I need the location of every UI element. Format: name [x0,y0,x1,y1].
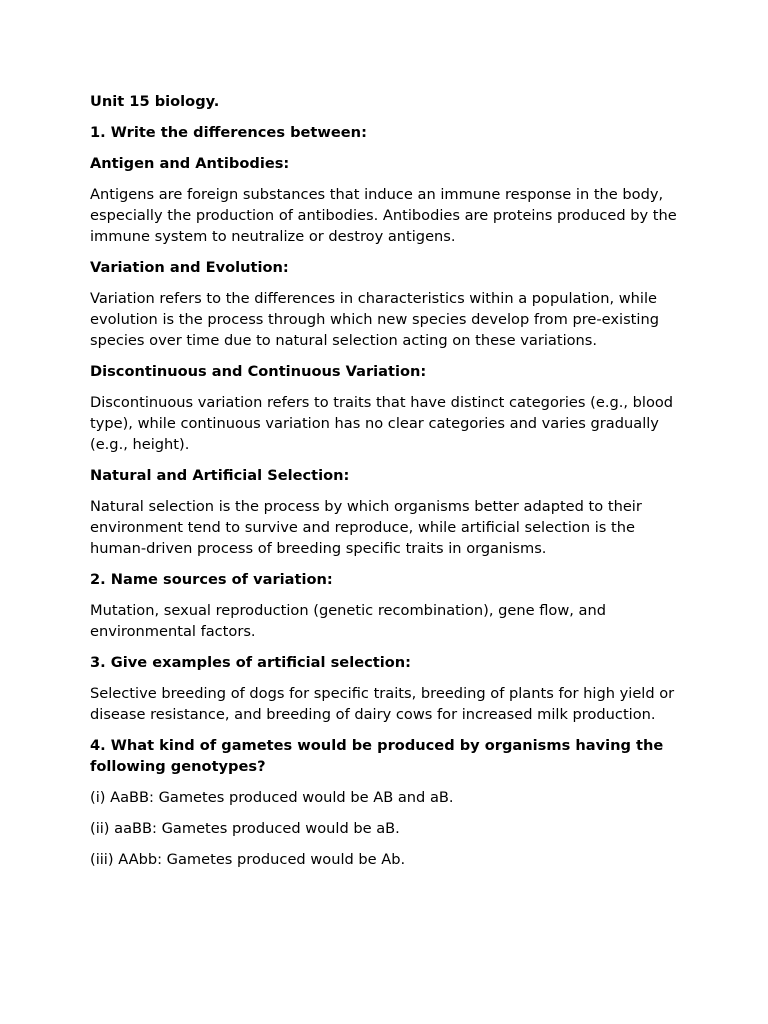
variation-evolution-text: Variation refers to the differences in characteristics within a population, while evolution is the process through which new species develop from pre-existing species over time due to natural selection acting on these variations. [90,290,659,349]
question-2-answer: Mutation, sexual reproduction (genetic recombination), gene flow, and environmental factors. [90,602,607,640]
document-title: Unit 15 biology. [90,93,220,110]
discontinuous-continuous-subheading: Discontinuous and Continuous Variation: [90,363,427,380]
natural-artificial-subheading: Natural and Artificial Selection: [90,467,350,484]
question-4-heading: 4. What kind of gametes would be produced by organisms having the following genotypes? [90,737,664,775]
antigen-antibodies-text: Antigens are foreign substances that induce an immune response in the body, especially the production of antibodies. Antibodies are proteins produced by the immune system to neutralize or destroy antigens. [90,186,677,245]
question-1-heading: 1. Write the differences between: [90,124,367,141]
question-3-answer: Selective breeding of dogs for specific traits, breeding of plants for high yield or disease resistance, and breeding of dairy cows for increased milk production. [90,685,675,723]
question-4-answer-2: (ii) aaBB: Gametes produced would be aB. [90,820,400,837]
variation-evolution-subheading: Variation and Evolution: [90,259,289,276]
discontinuous-continuous-text: Discontinuous variation refers to traits that have distinct categories (e.g., blood type), while continuous variation has no clear categories and varies gradually (e.g., height). [90,394,674,453]
document-page [90,91,690,880]
question-3-heading: 3. Give examples of artificial selection: [90,654,411,671]
natural-artificial-text: Natural selection is the process by which organisms better adapted to their environment tend to survive and reproduce, while artificial selection is the human-driven process of breeding specific traits in organisms. [90,498,642,557]
question-2-heading: 2. Name sources of variation: [90,571,333,588]
antigen-antibodies-subheading: Antigen and Antibodies: [90,155,290,172]
question-4-answer-3: (iii) AAbb: Gametes produced would be Ab. [90,851,406,868]
question-4-answer-1: (i) AaBB: Gametes produced would be AB and aB. [90,789,454,806]
